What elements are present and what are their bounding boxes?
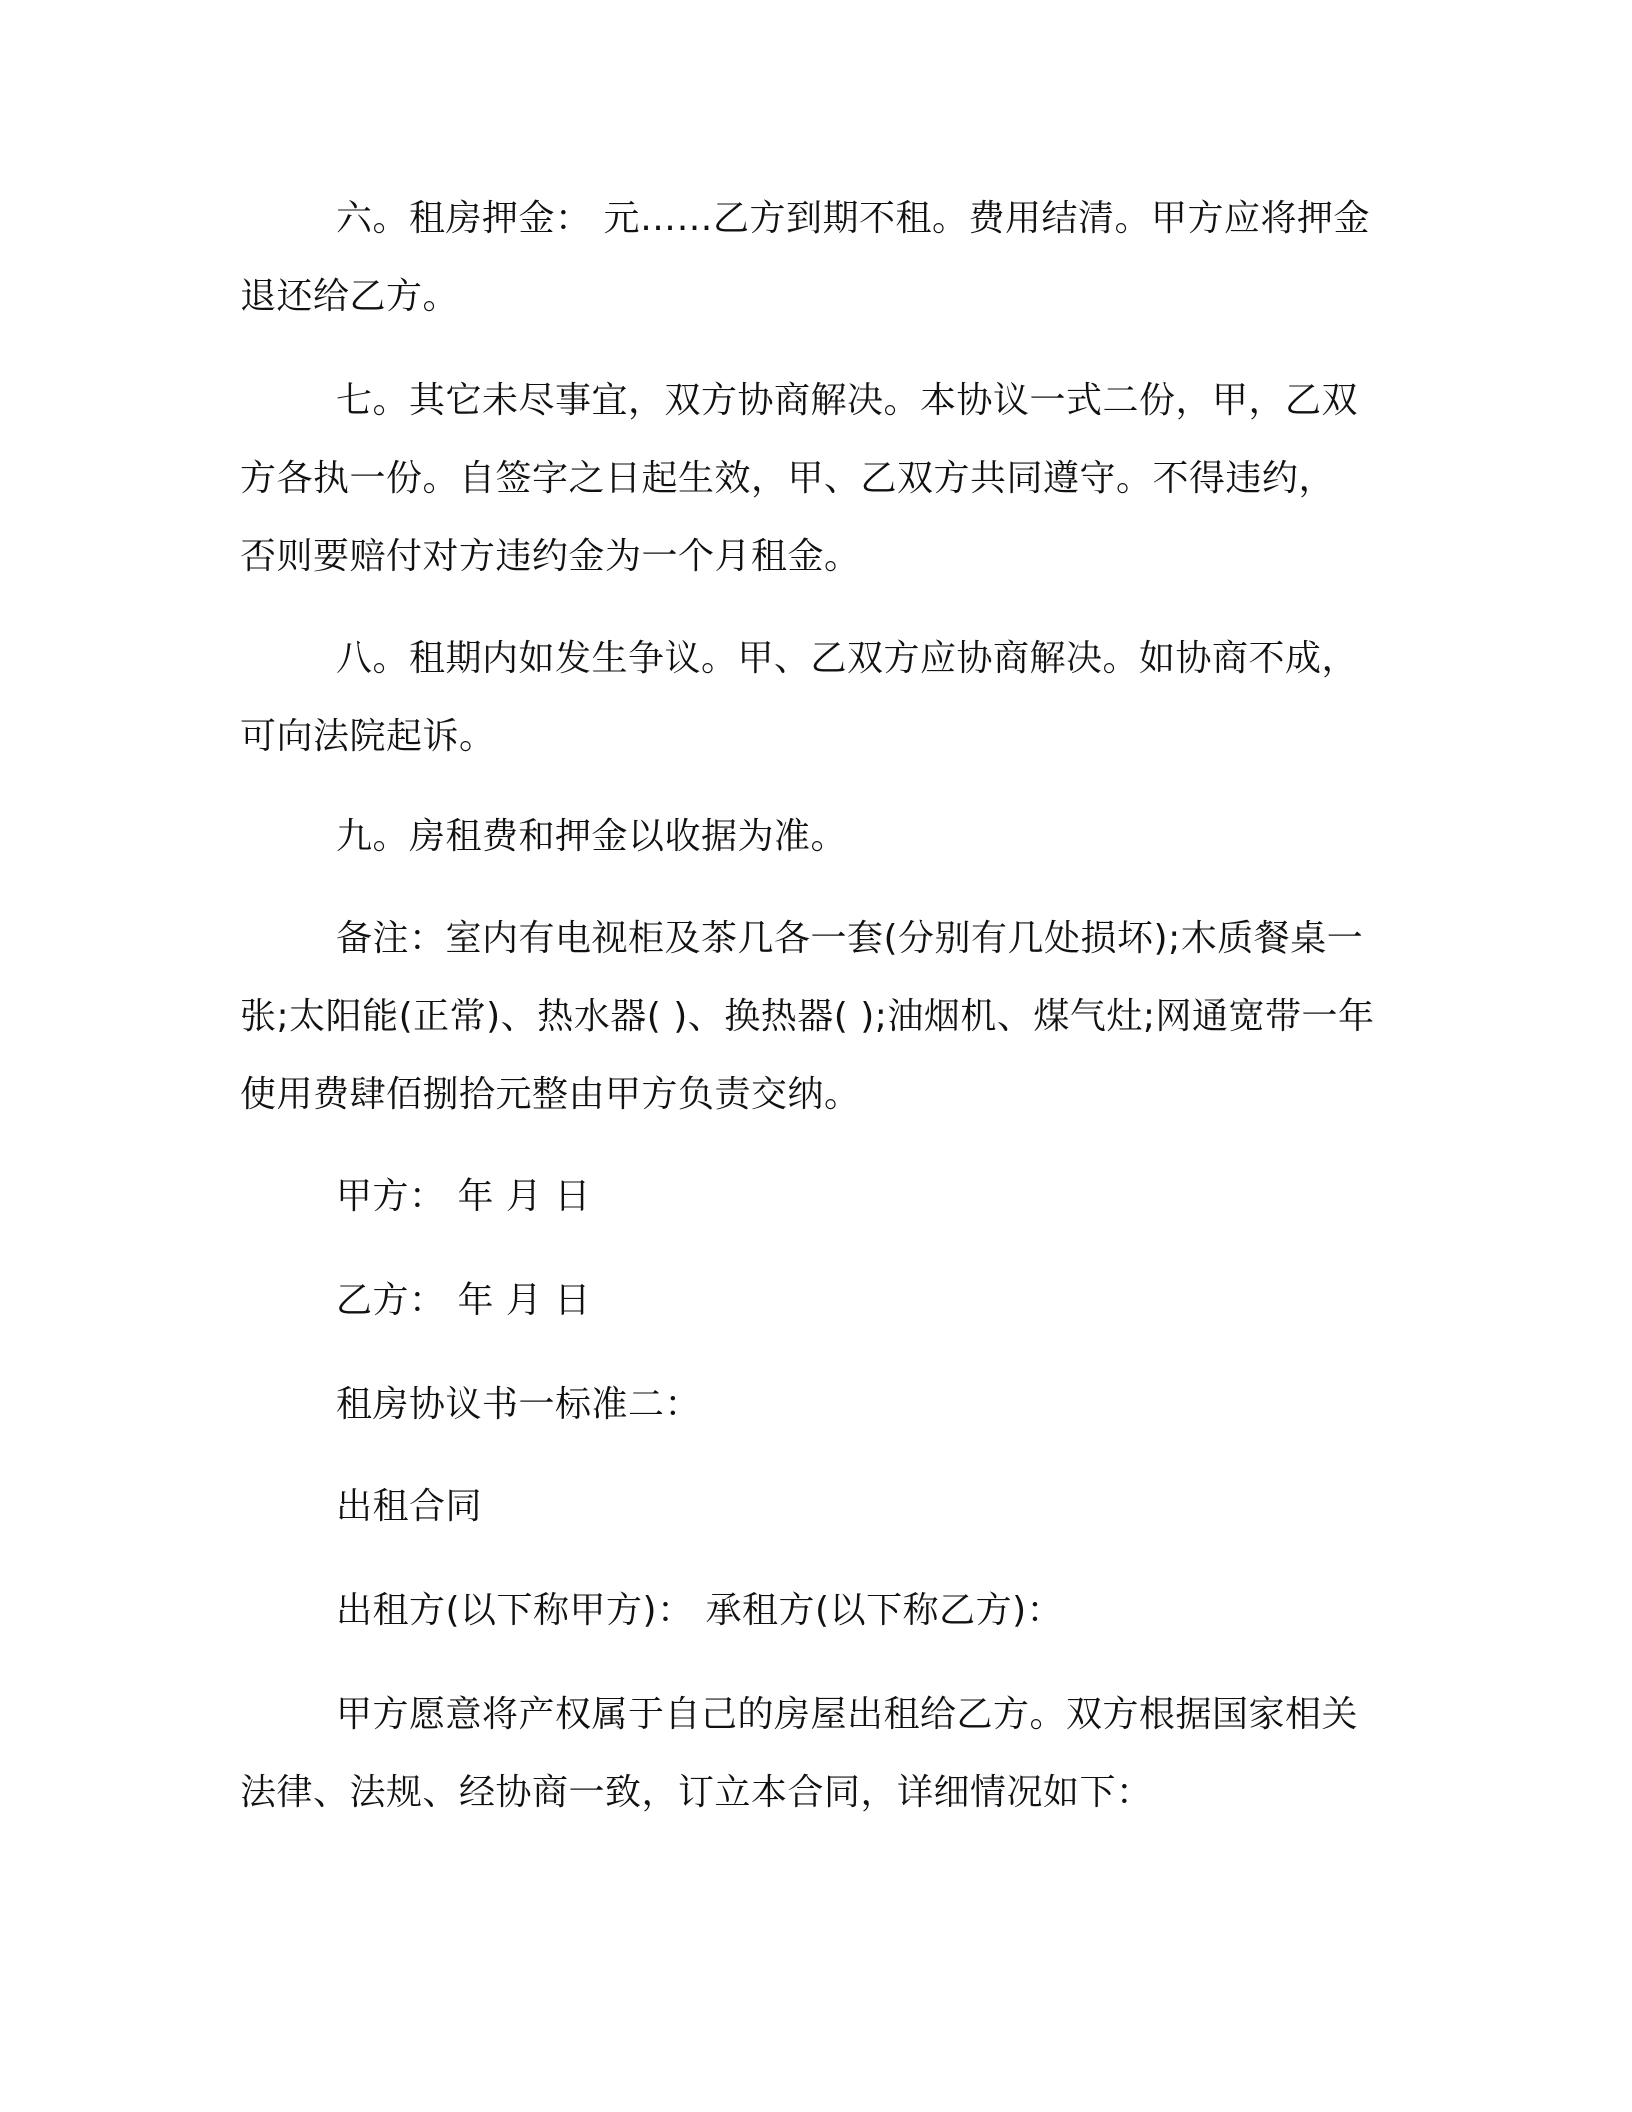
text-line: 出租合同 (336, 1486, 483, 1527)
text-line: 法律、法规、经协商一致，订立本合同，详细情况如下： (240, 1772, 1153, 1813)
text-line: 甲方愿意将产权属于自己的房屋出租给乙方。双方根据国家相关 (336, 1694, 1359, 1735)
text-line: 八。租期内如发生争议。甲、乙双方应协商解决。如协商不成， (336, 638, 1359, 679)
contract-title (240, 1468, 1400, 1546)
text-line: 乙方： 年 月 日 (336, 1280, 591, 1321)
text-line: 租房协议书一标准二： (336, 1384, 702, 1425)
agreement-heading (240, 1366, 1400, 1444)
clause-6 (240, 180, 1400, 336)
clause-9 (240, 798, 1400, 876)
text-line: 使用费肆佰捌拾元整由甲方负责交纳。 (240, 1074, 861, 1115)
clause-7 (240, 362, 1400, 596)
text-line: 张;太阳能(正常)、热水器( )、换热器( );油烟机、煤气灶;网通宽带一年 (240, 996, 1375, 1037)
text-line: 退还给乙方。 (240, 276, 460, 317)
parties-line (240, 1572, 1400, 1650)
remarks (240, 900, 1400, 1134)
intro-clause (240, 1676, 1400, 1832)
text-line: 方各执一份。自签字之日起生效，甲、乙双方共同遵守。不得违约， (240, 458, 1336, 499)
text-line: 六。租房押金： 元……乙方到期不租。费用结清。甲方应将押金 (336, 198, 1370, 239)
text-line: 备注：室内有电视柜及茶几各一套(分别有几处损坏);木质餐桌一 (336, 918, 1364, 959)
text-line: 七。其它未尽事宜，双方协商解决。本协议一式二份，甲，乙双 (336, 380, 1359, 421)
clause-8 (240, 620, 1400, 776)
text-line: 出租方(以下称甲方)： 承租方(以下称乙方)： (336, 1590, 1064, 1631)
text-line: 可向法院起诉。 (240, 716, 496, 757)
text-line: 甲方： 年 月 日 (336, 1176, 591, 1217)
text-line: 否则要赔付对方违约金为一个月租金。 (240, 536, 861, 577)
text-line: 九。房租费和押金以收据为准。 (336, 816, 848, 857)
party-a-signature (240, 1158, 1400, 1236)
party-b-signature (240, 1262, 1400, 1340)
